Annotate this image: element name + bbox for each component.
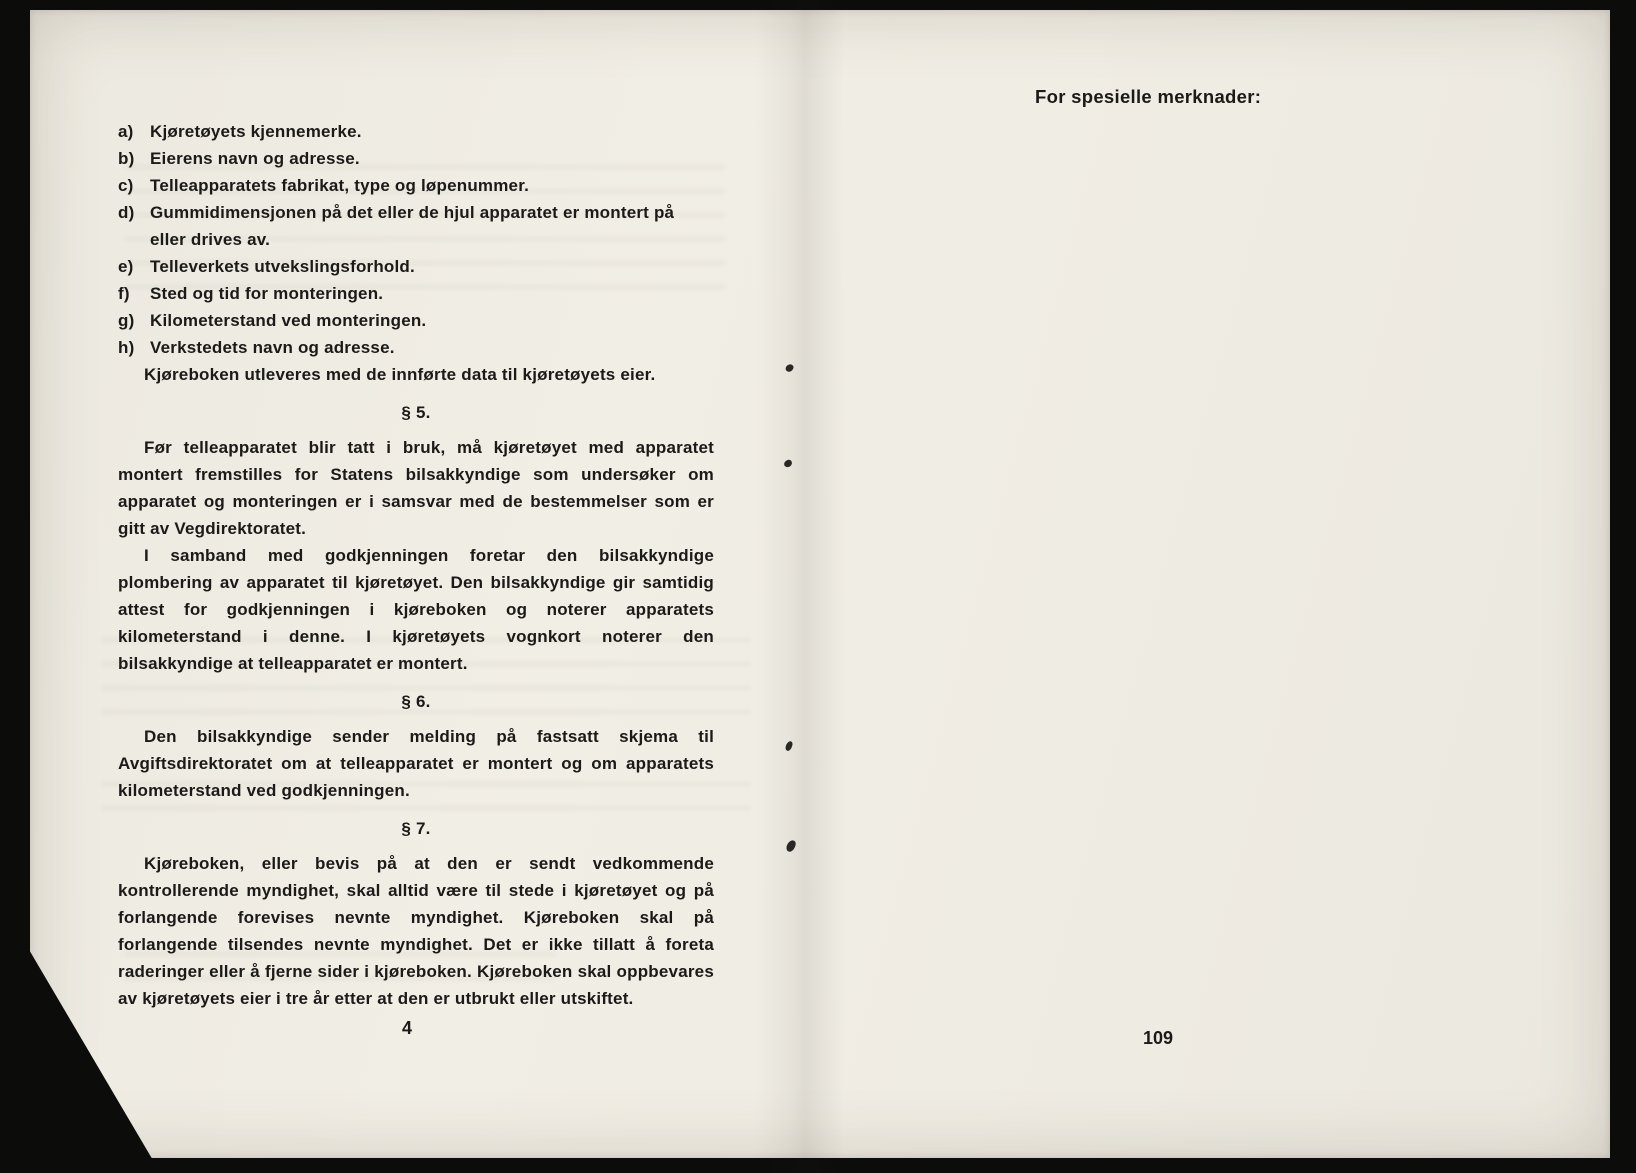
section-6-paragraph: Den bilsakkyndige sender melding på fastsatt skjema til Avgiftsdirektoratet om at telleapparatet er montert og om apparatets kilometerstand ved godkjenningen. [118, 727, 714, 800]
list-item-text: Telleverkets utvekslingsforhold. [150, 257, 415, 276]
list-item-label: d) [118, 203, 135, 222]
list-item-text: Eierens navn og adresse. [150, 149, 360, 168]
list-item-label: g) [118, 311, 135, 330]
section-5-paragraph: I samband med godkjenningen foretar den bilsakkyndige plombering av apparatet til kjøretøyet. Den bilsakkyndige gir samtidig attest for godkjenningen i kjøreboken og noterer apparatets kilometerstand i denne. I kjøretøyets vognkort noterer den bilsakkyndige at telleapparatet er montert. [118, 546, 714, 673]
intro-paragraph: Kjøreboken utleveres med de innførte data til kjøretøyets eier. [144, 365, 656, 384]
list-item-text: Verkstedets navn og adresse. [150, 338, 395, 357]
section-heading-7: § 7. [401, 819, 431, 838]
section-heading-6: § 6. [401, 692, 431, 711]
list-item-text: Kilometerstand ved monteringen. [150, 311, 427, 330]
list-item-label: f) [118, 284, 130, 303]
list-item [118, 118, 714, 145]
list-item-label: b) [118, 149, 135, 168]
list-item [118, 334, 714, 361]
list-item-text: Gummidimensjonen på det eller de hjul apparatet er montert på eller drives av. [150, 203, 675, 249]
list-item [118, 145, 714, 172]
list-item-label: h) [118, 338, 135, 357]
list-item [118, 307, 714, 334]
left-page-number: 4 [402, 1018, 413, 1038]
list-item-text: Sted og tid for monteringen. [150, 284, 384, 303]
section-heading-5: § 5. [401, 403, 431, 422]
list-item-text: Telleapparatets fabrikat, type og løpenummer. [150, 176, 530, 195]
section-7-paragraph: Kjøreboken, eller bevis på at den er sendt vedkommende kontrollerende myndighet, skal alltid være til stede i kjøretøyet og på forlangende forevises nevnte myndighet. Kjøreboken skal på forlangende tilsendes nevnte myndighet. Det er ikke tillatt å foreta raderinger eller å fjerne sider i kjøreboken. Kjøreboken skal oppbevares av kjøretøyets eier i tre år etter at den er utbrukt eller utskiftet. [118, 854, 714, 1008]
list-item [118, 199, 714, 253]
right-page-header: For spesielle merknader: [1035, 86, 1262, 107]
left-page-text-column [118, 118, 714, 1012]
list-item-label: a) [118, 122, 134, 141]
list-item [118, 280, 714, 307]
list-item [118, 253, 714, 280]
list-item-label: c) [118, 176, 134, 195]
list-item [118, 172, 714, 199]
list-item-text: Kjøretøyets kjennemerke. [150, 122, 362, 141]
right-page-number: 109 [1143, 1028, 1174, 1048]
section-5-paragraph: Før telleapparatet blir tatt i bruk, må kjøretøyet med apparatet montert fremstilles for Statens bilsakkyndige som undersøker om apparatet og monteringen er i samsvar med de bestemmelser som er gitt av Vegdirektoratet. [118, 438, 714, 538]
list-item-label: e) [118, 257, 134, 276]
